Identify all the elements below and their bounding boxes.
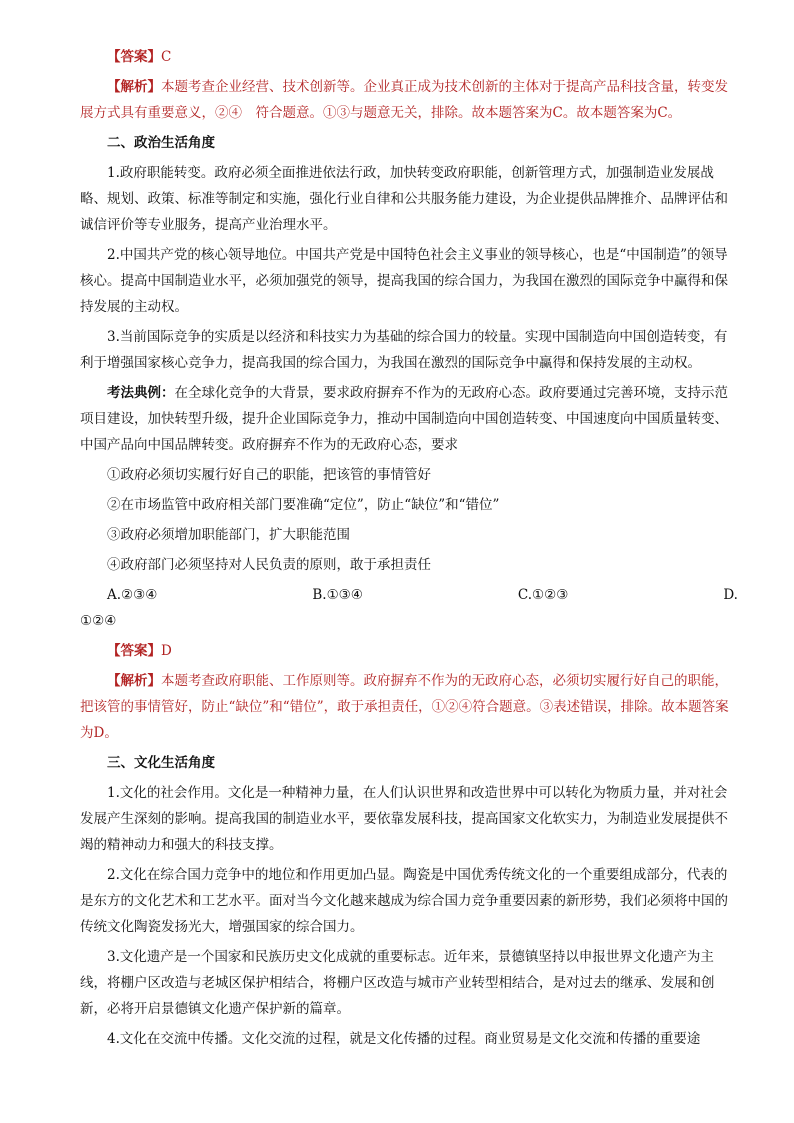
analysis-2 [80, 668, 738, 746]
example-option-2: ②在市场监管中政府相关部门要准确“定位”，防止“缺位”和“错位” [107, 497, 500, 513]
answer-2-mark: 【答案】 [107, 643, 161, 659]
choice-b: B.①③④ [312, 587, 363, 603]
answer-1-value: C [161, 49, 172, 65]
section-3-title: 三、文化生活角度 [107, 755, 215, 771]
section-2-item-1: 1.政府职能转变。政府必须全面推进依法行政，加快转变政府职能，创新管理方式，加强制造业发展战略、规划、政策、标准等制定和实施，强化行业自律和公共服务能力建设，为企业提供品牌推介、品牌评估和诚信评价等专业服务，提高产业治理水平。 [80, 165, 728, 233]
example-option-3: ③政府必须增加职能部门，扩大职能范围 [107, 527, 350, 543]
example-stem [80, 380, 738, 458]
answer-2 [80, 638, 738, 664]
choice-d-value: ①②④ [80, 613, 117, 629]
example-option-1: ①政府必须切实履行好自己的职能，把该管的事情管好 [107, 467, 431, 483]
answer-1 [80, 44, 738, 70]
section-2-title: 二、政治生活角度 [107, 135, 215, 151]
choice-c: C.①②③ [517, 587, 569, 603]
section-3-item-3: 3.文化遗产是一个国家和民族历史文化成就的重要标志。近年来，景德镇坚持以申报世界文化遗产为主线，将棚户区改造与老城区保护相结合，将棚户区改造与城市产业转型相结合，是对过去的继承、发展和创新，必将开启景德镇文化遗产保护新的篇章。 [80, 949, 715, 1017]
answer-1-mark: 【答案】 [107, 49, 161, 65]
analysis-2-mark: 【解析】 [107, 673, 161, 689]
section-2-item-3: 3.当前国际竞争的实质是以经济和科技实力为基础的综合国力的较量。实现中国制造向中国创造转变，有利于增强国家核心竞争力，提高我国的综合国力，为我国在激烈的国际竞争中赢得和保持发展的主动权。 [80, 329, 728, 371]
choice-a: A.②③④ [107, 587, 158, 603]
example-option-4: ④政府部门必须坚持对人民负责的原则，敢于承担责任 [107, 557, 431, 573]
example-choices [80, 582, 738, 608]
analysis-1 [80, 74, 738, 126]
section-2-item-2: 2.中国共产党的核心领导地位。中国共产党是中国特色社会主义事业的领导核心，也是“中国制造”的领导核心。提高中国制造业水平，必须加强党的领导，提高我国的综合国力，为我国在激烈的国际竞争中赢得和保持发展的主动权。 [80, 247, 728, 315]
section-3-item-1: 1.文化的社会作用。文化是一种精神力量，在人们认识世界和改造世界中可以转化为物质力量，并对社会发展产生深刻的影响。提高我国的制造业水平，要依靠发展科技，提高国家文化软实力，为制造业发展提供不竭的精神动力和强大的科技支撑。 [80, 785, 728, 853]
answer-2-value: D [161, 643, 172, 659]
analysis-1-mark: 【解析】 [107, 79, 161, 95]
analysis-2-text: 本题考查政府职能、工作原则等。政府摒弃不作为的无政府心态，必须切实履行好自己的职能，把该管的事情管好，防止“缺位”和“错位”，敢于承担责任，①②④符合题意。③表述错误，排除。故本题答案为D。 [80, 673, 729, 741]
analysis-1-text: 本题考查企业经营、技术创新等。企业真正成为技术创新的主体对于提高产品科技含量，转变发展方式具有重要意义，②④ 符合题意。①③与题意无关，排除。故本题答案为C。故本题答案为C。 [80, 79, 728, 121]
choice-d-label: D. [723, 587, 738, 603]
section-3-item-4: 4.文化在交流中传播。文化交流的过程，就是文化传播的过程。商业贸易是文化交流和传播的重要途 [107, 1031, 701, 1047]
example-label: 考法典例： [107, 385, 175, 401]
example-stem-text: 在全球化竞争的大背景，要求政府摒弃不作为的无政府心态。政府要通过完善环境，支持示范项目建设，加快转型升级，提升企业国际竞争力，推动中国制造向中国创造转变、中国速度向中国质量转变、中国产品向中国品牌转变。政府摒弃不作为的无政府心态，要求 [80, 385, 728, 453]
section-3-item-2: 2.文化在综合国力竞争中的地位和作用更加凸显。陶瓷是中国优秀传统文化的一个重要组成部分，代表的是东方的文化艺术和工艺水平。面对当今文化越来越成为综合国力竞争重要因素的新形势，我们必须将中国的传统文化陶瓷发扬光大，增强国家的综合国力。 [80, 867, 728, 935]
